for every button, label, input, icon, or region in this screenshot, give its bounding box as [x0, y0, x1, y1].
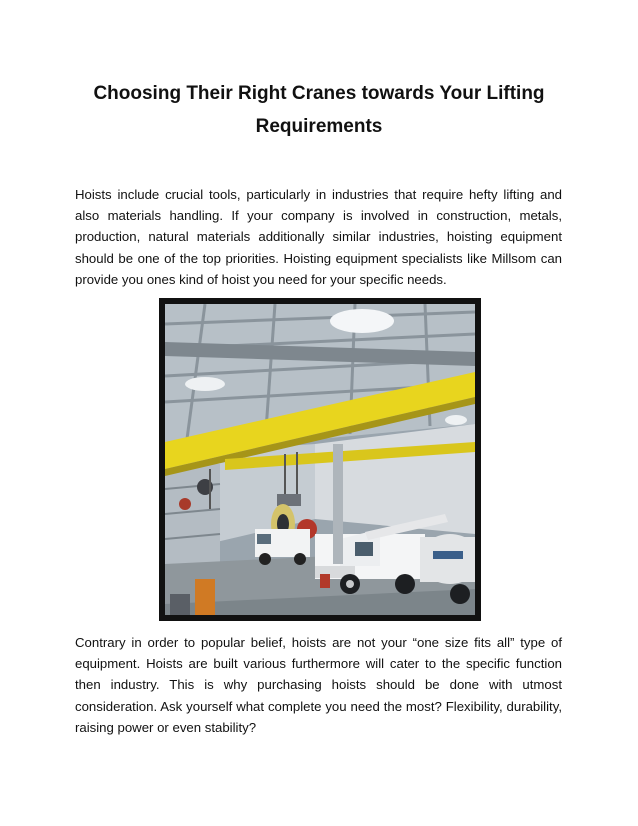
paragraph-intro: Hoists include crucial tools, particularly in industries that require hefty lifting and also materials handling. If your company is involved in construction, metals, production, natural materials additionally similar industries, hoisting equipment should be one of the top priorities. Hoisting equipment specialists like Millsom can provide you ones kind of hoist you need for your specific needs.	[75, 187, 562, 287]
paragraph-hoist-selection: Contrary in order to popular belief, hoists are not your “one size fits all” type of equipment. Hoists are built various furthermore will cater to the specific function then industry. This is why purchasing hoists should be done with utmost consideration. Ask yourself what complete you need the most? Flexibility, durability, raising power or even stability?	[75, 635, 562, 735]
document-title: Choosing Their Right Cranes towards Your Lifting Requirements	[93, 83, 545, 137]
crane-warehouse-photo	[159, 298, 481, 621]
